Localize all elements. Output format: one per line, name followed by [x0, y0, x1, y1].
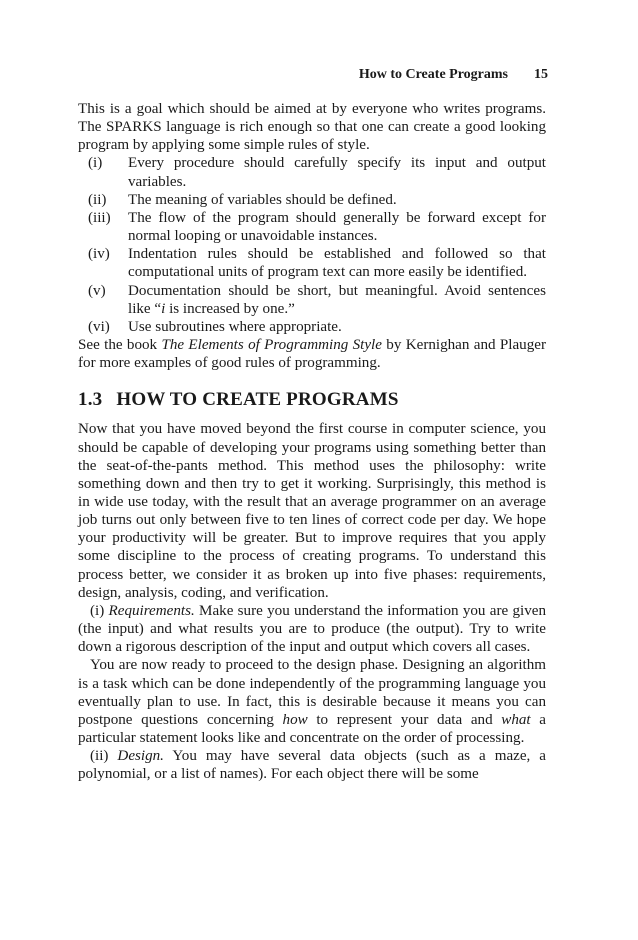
emphasis-what: what [501, 711, 531, 728]
list-item [78, 154, 546, 190]
paragraph-text: to represent your data and [307, 711, 502, 728]
list-item-text: The meaning of variables should be defined. [128, 191, 397, 208]
running-header-title: How to Create Programs [358, 67, 508, 82]
phase-number: (i) [90, 602, 109, 619]
page-number: 15 [534, 67, 548, 82]
requirements-paragraph [78, 602, 546, 656]
paragraph-text: You may have several data objects (such as a maze, a polynomial, or a list of names). For each object there will be some [78, 748, 546, 783]
list-item [78, 245, 546, 281]
list-item-number: (iv) [88, 246, 110, 263]
list-item-text [128, 282, 546, 318]
paragraph-text: You are now ready to proceed to the design phase. Designing an algorithm is a task which can be done independently of the programming language you eventually plan to use. In fact, this is desirable because it means you can postpone questions concerning [78, 657, 546, 728]
list-item-text: Every procedure should carefully specify its input and output variables. [128, 155, 546, 190]
design-paragraph [78, 747, 546, 783]
book-reference-text: by Kernighan and Plauger for more examples of good rules of programming. [78, 337, 546, 372]
page-body [78, 100, 546, 783]
design-intro-paragraph [78, 656, 546, 747]
emphasis-how: how [282, 711, 308, 728]
section-number: 1.3 [78, 389, 103, 411]
list-item-text: Use subroutines where appropriate. [128, 318, 342, 335]
list-item-number: (iii) [88, 209, 111, 226]
list-item-text: The flow of the program should generally be forward except for normal looping or unavoidable instances. [128, 209, 546, 245]
body-paragraph: Now that you have moved beyond the first course in computer science, you should be capable of developing your programs using something better than the seat-of-the-pants method. This method uses the philosophy: write something down and then try to get it working. Surprisingly, this method is in wide use today, with the result that an average programmer on an average job turns out only between five to ten lines of correct code per day. We hope your productivity will be greater. But to improve requires that you apply some discipline to the process of creating programs. To understand this process better, we consider it as broken up into five phases: requirements, design, analysis, coding, and verification. [78, 421, 546, 601]
style-rules-list [78, 154, 546, 336]
list-item-text-part: is increased by one.” [165, 300, 295, 317]
section-title: HOW TO CREATE PROGRAMS [116, 389, 399, 411]
phase-term: Design. [117, 748, 164, 765]
list-item-text: Indentation rules should be established and followed so that computational units of program text can more easily be identified. [128, 246, 546, 281]
book-title: The Elements of Programming Style [161, 337, 382, 354]
book-reference-paragraph [78, 336, 546, 372]
phase-number: (ii) [90, 748, 118, 765]
list-item [78, 209, 546, 245]
list-item [78, 191, 546, 209]
phase-term: Requirements. [108, 602, 195, 619]
list-item-number: (i) [88, 155, 103, 172]
italic-variable: i [161, 300, 166, 317]
running-header [359, 67, 548, 83]
book-reference-text: See the book [78, 337, 162, 354]
section-heading [78, 389, 546, 411]
list-item [78, 282, 546, 318]
paragraph-text: Make sure you understand the information you are given (the input) and what results you are to produce (the output). Try to write down a rigorous description of the input and output which covers all cases. [78, 602, 546, 656]
intro-paragraph: This is a goal which should be aimed at by everyone who writes programs. The SPARKS language is rich enough so that one can create a good looking program by applying some simple rules of style. [78, 101, 546, 154]
list-item-text-part: Documentation should be short, but meaningful. Avoid sentences like “ [128, 282, 546, 317]
list-item-number: (ii) [88, 191, 107, 208]
list-item-number: (v) [88, 282, 106, 299]
list-item [78, 318, 546, 336]
list-item-number: (vi) [88, 318, 110, 335]
paragraph-text: a particular statement looks like and concentrate on the order of processing. [78, 711, 546, 746]
